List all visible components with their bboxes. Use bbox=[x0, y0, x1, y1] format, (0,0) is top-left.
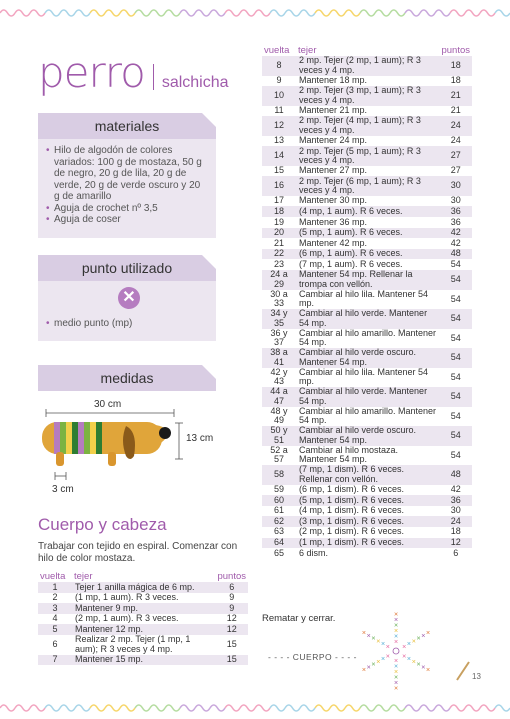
diagram-label-text: CUERPO bbox=[292, 652, 333, 662]
row-tejer: (7 mp, 1 aum). R 6 veces. bbox=[299, 258, 403, 269]
row-puntos: 54 bbox=[450, 371, 461, 382]
svg-text:✕: ✕ bbox=[406, 656, 412, 663]
svg-text:✕: ✕ bbox=[385, 644, 391, 651]
row-puntos: 12 bbox=[226, 613, 237, 623]
row-tejer: Realizar 2 mp. Tejer (1 mp, 1 aum); R 3 veces y 4 mp. bbox=[75, 634, 191, 654]
row-puntos: 54 bbox=[450, 449, 461, 460]
row-tejer: (3 mp, 1 dism). R 6 veces. bbox=[296, 516, 439, 527]
svg-text:✕: ✕ bbox=[361, 667, 367, 674]
table-row bbox=[262, 196, 472, 207]
crochet-hook-icon bbox=[455, 660, 471, 682]
row-vuelta: 24 a 29 bbox=[262, 270, 296, 290]
row-tejer: 2 mp. Tejer (6 mp, 1 aum); R 3 veces y 4 mp. bbox=[296, 176, 439, 196]
row-tejer: Cambiar al hilo lila. Mantener 54 mp. bbox=[299, 366, 429, 387]
table-row bbox=[262, 228, 472, 239]
corner-fold bbox=[202, 365, 216, 379]
svg-text:✕: ✕ bbox=[411, 638, 417, 645]
row-vuelta: 48 y 49 bbox=[270, 405, 288, 426]
row-tejer: (1 mp, 1 dism). R 6 veces. bbox=[296, 538, 439, 549]
table-row bbox=[262, 206, 472, 217]
table-row bbox=[262, 516, 472, 527]
row-tejer: (5 mp, 1 dism). R 6 veces. bbox=[296, 495, 439, 506]
bottom-border-decoration bbox=[0, 701, 510, 715]
section-heading: Cuerpo y cabeza bbox=[38, 515, 167, 534]
row-vuelta: 60 bbox=[262, 495, 296, 506]
svg-text:✕: ✕ bbox=[371, 636, 376, 642]
row-vuelta: 3 bbox=[38, 603, 72, 614]
row-tejer: Mantener 24 mp. bbox=[299, 135, 368, 146]
table-row bbox=[262, 446, 472, 466]
row-tejer: Cambiar al hilo verde. Mantener 54 mp. bbox=[296, 387, 439, 407]
corner-fold bbox=[202, 255, 216, 269]
row-tejer: (4 mp, 1 aum). R 6 veces. bbox=[296, 206, 439, 217]
row-tejer: (5 mp, 1 aum). R 6 veces. bbox=[296, 228, 439, 239]
title-main: perro bbox=[38, 48, 145, 97]
row-puntos: 15 bbox=[226, 638, 237, 649]
row-puntos: 42 bbox=[450, 237, 461, 248]
row-puntos: 42 bbox=[450, 484, 461, 495]
row-puntos: 15 bbox=[215, 655, 248, 666]
materiales-panel bbox=[38, 139, 216, 238]
punto-heading bbox=[38, 255, 216, 281]
row-puntos: 54 bbox=[439, 426, 472, 446]
row-vuelta: 61 bbox=[273, 505, 284, 516]
svg-text:✕: ✕ bbox=[366, 633, 372, 640]
row-puntos: 18 bbox=[450, 75, 461, 86]
row-tejer: Mantener 36 mp. bbox=[299, 216, 368, 227]
row-vuelta: 17 bbox=[273, 195, 284, 206]
row-vuelta: 21 bbox=[273, 237, 284, 248]
row-tejer: Mantener 12 mp. bbox=[72, 624, 215, 635]
row-puntos: 27 bbox=[439, 146, 472, 166]
row-tejer: Cambiar al hilo mostaza. Mantener 54 mp. bbox=[299, 444, 399, 465]
row-puntos: 21 bbox=[439, 86, 472, 106]
row-vuelta: 16 bbox=[262, 176, 296, 196]
table-row bbox=[38, 624, 248, 635]
row-tejer: 2 mp. Tejer (2 mp, 1 aum); R 3 veces y 4 mp. bbox=[296, 56, 439, 76]
row-puntos: 6 bbox=[453, 547, 459, 558]
row-puntos: 30 bbox=[450, 505, 461, 516]
row-vuelta: 9 bbox=[276, 75, 282, 86]
table-row bbox=[262, 217, 472, 228]
table-row bbox=[262, 238, 472, 249]
row-vuelta: 4 bbox=[52, 613, 58, 623]
row-vuelta: 52 a 57 bbox=[270, 444, 288, 465]
row-vuelta: 36 y 37 bbox=[270, 327, 288, 348]
row-vuelta: 42 y 43 bbox=[270, 366, 288, 387]
col-vuelta: vuelta bbox=[264, 45, 290, 56]
row-tejer: 6 dism. bbox=[299, 547, 329, 558]
svg-text:✕: ✕ bbox=[385, 653, 391, 660]
row-tejer: Mantener 27 mp. bbox=[299, 165, 368, 176]
svg-text:✕: ✕ bbox=[420, 633, 426, 640]
row-puntos: 48 bbox=[439, 249, 472, 260]
row-vuelta: 63 bbox=[273, 526, 284, 537]
table-row bbox=[262, 485, 472, 496]
row-puntos: 21 bbox=[450, 105, 461, 116]
row-tejer: Mantener 54 mp. Rellenar la trompa con vellón. bbox=[296, 270, 439, 290]
col-tejer: tejer bbox=[74, 571, 93, 582]
end-instruction: Rematar y cerrar. bbox=[262, 613, 336, 624]
row-vuelta: 44 a 47 bbox=[262, 387, 296, 407]
col-vuelta: vuelta bbox=[40, 571, 66, 582]
svg-text:✕: ✕ bbox=[393, 669, 399, 676]
row-tejer: Mantener 18 mp. bbox=[299, 75, 368, 86]
row-vuelta: 5 bbox=[38, 624, 72, 635]
row-tejer: 2 mp. Tejer (4 mp, 1 aum); R 3 veces y 4 mp. bbox=[296, 116, 439, 136]
row-vuelta: 65 bbox=[273, 547, 284, 558]
length-label: 30 cm bbox=[94, 399, 122, 410]
materiales-heading-text: materiales bbox=[94, 118, 160, 134]
row-puntos: 24 bbox=[439, 516, 472, 527]
row-puntos: 36 bbox=[450, 216, 461, 227]
svg-text:✕: ✕ bbox=[416, 636, 421, 642]
row-tejer: Cambiar al hilo verde. Mantener 54 mp. bbox=[296, 309, 439, 329]
table-row bbox=[262, 348, 472, 368]
row-puntos: 54 bbox=[450, 410, 461, 421]
page-number: 13 bbox=[472, 672, 481, 681]
row-vuelta: 18 bbox=[262, 206, 296, 217]
section-intro: Trabajar con tejido en espiral. Comenzar con hilo de color mostaza. bbox=[38, 541, 238, 564]
row-vuelta: 38 a 41 bbox=[262, 348, 296, 368]
table-row bbox=[38, 582, 248, 593]
svg-text:✕: ✕ bbox=[375, 659, 381, 666]
svg-text:✕: ✕ bbox=[393, 612, 399, 618]
row-puntos: 48 bbox=[439, 465, 472, 485]
materiales-item: • Hilo de algodón de colores variados: 100 g de mostaza, 50 g de negro, 20 g de lila, 20 g de verde, 20 g de verde oscuro y 20 g de amarillo bbox=[46, 145, 208, 203]
table-row bbox=[262, 426, 472, 446]
title-divider bbox=[153, 64, 154, 90]
leg-label: 3 cm bbox=[52, 484, 74, 495]
row-vuelta: 23 bbox=[273, 258, 284, 269]
table-row bbox=[262, 329, 472, 349]
right-pattern-table bbox=[262, 45, 472, 559]
row-tejer: (6 mp, 1 aum). R 6 veces. bbox=[296, 249, 439, 260]
svg-text:✕: ✕ bbox=[393, 680, 399, 687]
svg-text:✕: ✕ bbox=[393, 664, 399, 670]
row-puntos: 54 bbox=[450, 293, 461, 304]
row-puntos: 18 bbox=[439, 56, 472, 76]
row-puntos: 36 bbox=[439, 206, 472, 217]
row-tejer: (6 mp, 1 dism). R 6 veces. bbox=[299, 484, 405, 495]
punto-heading-text: punto utilizado bbox=[81, 260, 173, 276]
table-row bbox=[262, 249, 472, 260]
row-tejer: (7 mp, 1 dism). R 6 veces. Rellenar con vellón. bbox=[296, 465, 439, 485]
row-puntos: 30 bbox=[450, 195, 461, 206]
left-pattern-table bbox=[38, 571, 248, 665]
row-vuelta: 2 bbox=[52, 592, 58, 602]
row-tejer: 2 mp. Tejer (3 mp, 1 aum); R 3 veces y 4 mp. bbox=[296, 86, 439, 106]
row-puntos: 36 bbox=[439, 495, 472, 506]
row-vuelta: 64 bbox=[262, 538, 296, 549]
row-tejer: Mantener 21 mp. bbox=[299, 105, 368, 116]
table-row bbox=[262, 506, 472, 517]
table-row bbox=[262, 116, 472, 136]
row-tejer: Cambiar al hilo verde oscuro. Mantener 54 mp. bbox=[296, 348, 439, 368]
page-title bbox=[38, 48, 229, 97]
row-puntos: 42 bbox=[439, 228, 472, 239]
row-vuelta: 13 bbox=[273, 135, 284, 146]
row-puntos: 24 bbox=[450, 135, 461, 146]
svg-text:✕: ✕ bbox=[393, 623, 399, 629]
row-vuelta: 34 y 35 bbox=[262, 309, 296, 329]
row-vuelta: 11 bbox=[274, 105, 284, 116]
svg-text:✕: ✕ bbox=[425, 630, 431, 637]
svg-text:✕: ✕ bbox=[411, 659, 417, 666]
row-puntos: 54 bbox=[439, 270, 472, 290]
diagram-label: - - - - CUERPO - - - - bbox=[268, 652, 357, 662]
row-tejer: (4 mp, 1 dism). R 6 veces. bbox=[299, 505, 405, 516]
row-tejer: (2 mp, 1 aum). R 3 veces. bbox=[75, 613, 179, 623]
row-puntos: 12 bbox=[215, 624, 248, 635]
table-row bbox=[262, 290, 472, 310]
row-vuelta: 12 bbox=[262, 116, 296, 136]
row-vuelta: 14 bbox=[262, 146, 296, 166]
row-puntos: 18 bbox=[450, 526, 461, 537]
table-row bbox=[262, 136, 472, 147]
row-vuelta: 15 bbox=[273, 165, 284, 176]
row-vuelta: 58 bbox=[262, 465, 296, 485]
col-tejer: tejer bbox=[298, 45, 317, 56]
row-puntos: 54 bbox=[439, 387, 472, 407]
row-tejer: Mantener 42 mp. bbox=[299, 237, 368, 248]
svg-text:✕: ✕ bbox=[393, 686, 399, 692]
materiales-item: • Aguja de crochet nº 3,5 bbox=[46, 203, 208, 215]
row-vuelta: 22 bbox=[262, 249, 296, 260]
row-puntos: 54 bbox=[439, 309, 472, 329]
row-puntos: 54 bbox=[450, 332, 461, 343]
top-border-decoration bbox=[0, 6, 510, 20]
svg-text:✕: ✕ bbox=[393, 617, 399, 624]
medidas-heading-text: medidas bbox=[100, 370, 154, 386]
table-row bbox=[38, 614, 248, 625]
svg-text:✕: ✕ bbox=[361, 630, 367, 637]
row-tejer: Mantener 9 mp. bbox=[72, 603, 215, 614]
punto-item: • medio punto (mp) bbox=[46, 318, 208, 330]
table-row bbox=[262, 387, 472, 407]
row-vuelta: 6 bbox=[52, 638, 58, 649]
col-puntos: puntos bbox=[441, 45, 470, 56]
materiales-heading bbox=[38, 113, 216, 139]
stitch-symbol-icon: ✕ bbox=[118, 287, 140, 309]
svg-text:✕: ✕ bbox=[393, 639, 399, 646]
row-vuelta: 50 y 51 bbox=[262, 426, 296, 446]
svg-text:✕: ✕ bbox=[366, 664, 372, 671]
height-label: 13 cm bbox=[186, 433, 214, 444]
row-puntos: 30 bbox=[439, 176, 472, 196]
svg-text:✕: ✕ bbox=[375, 638, 381, 645]
row-puntos: 54 bbox=[450, 258, 461, 269]
table-row bbox=[262, 309, 472, 329]
row-tejer: Mantener 30 mp. bbox=[299, 195, 368, 206]
row-puntos: 9 bbox=[215, 603, 248, 614]
row-tejer: Cambiar al hilo amarillo. Mantener 54 mp. bbox=[299, 405, 437, 426]
svg-text:✕: ✕ bbox=[393, 628, 399, 635]
table-row bbox=[262, 176, 472, 196]
table-row bbox=[262, 270, 472, 290]
table-row bbox=[262, 465, 472, 485]
table-row bbox=[262, 538, 472, 549]
table-row bbox=[262, 86, 472, 106]
medidas-heading bbox=[38, 365, 216, 391]
table-row bbox=[262, 495, 472, 506]
svg-text:✕: ✕ bbox=[420, 664, 426, 671]
dog-nose bbox=[159, 427, 171, 439]
row-puntos: 27 bbox=[450, 165, 461, 176]
row-tejer: Mantener 15 mp. bbox=[72, 655, 215, 666]
row-vuelta: 19 bbox=[273, 216, 284, 227]
svg-text:✕: ✕ bbox=[393, 634, 399, 640]
svg-text:✕: ✕ bbox=[393, 675, 399, 681]
table-row bbox=[262, 548, 472, 559]
svg-text:✕: ✕ bbox=[416, 662, 421, 668]
row-vuelta: 59 bbox=[273, 484, 284, 495]
svg-text:✕: ✕ bbox=[406, 641, 412, 648]
row-puntos: 54 bbox=[439, 348, 472, 368]
row-puntos: 9 bbox=[229, 592, 235, 602]
row-vuelta: 8 bbox=[262, 56, 296, 76]
row-tejer: (2 mp, 1 dism). R 6 veces. bbox=[299, 526, 405, 537]
table-row bbox=[262, 56, 472, 76]
title-sub: salchicha bbox=[161, 74, 229, 91]
materiales-list bbox=[38, 139, 216, 226]
table-row bbox=[262, 527, 472, 538]
svg-text:✕: ✕ bbox=[425, 667, 431, 674]
table-row bbox=[38, 593, 248, 604]
table-row bbox=[38, 603, 248, 614]
row-tejer: (1 mp, 1 aum). R 3 veces. bbox=[75, 592, 179, 602]
row-vuelta: 30 a 33 bbox=[270, 288, 288, 309]
row-tejer: Tejer 1 anilla mágica de 6 mp. bbox=[72, 582, 215, 593]
row-vuelta: 20 bbox=[262, 228, 296, 239]
table-row bbox=[262, 166, 472, 177]
row-tejer: Cambiar al hilo amarillo. Mantener 54 mp. bbox=[299, 327, 437, 348]
row-tejer: 2 mp. Tejer (5 mp, 1 aum); R 3 veces y 4 mp. bbox=[296, 146, 439, 166]
materiales-item: • Aguja de coser bbox=[46, 214, 208, 226]
svg-text:✕: ✕ bbox=[380, 656, 386, 663]
col-puntos: puntos bbox=[217, 571, 246, 582]
row-puntos: 12 bbox=[439, 538, 472, 549]
row-vuelta: 1 bbox=[38, 582, 72, 593]
svg-text:✕: ✕ bbox=[393, 658, 399, 665]
table-row bbox=[262, 146, 472, 166]
row-tejer: Cambiar al hilo lila. Mantener 54 mp. bbox=[299, 288, 429, 309]
table-row bbox=[38, 655, 248, 666]
svg-text:✕: ✕ bbox=[371, 662, 376, 668]
svg-text:✕: ✕ bbox=[401, 653, 407, 660]
svg-text:✕: ✕ bbox=[380, 641, 386, 648]
table-row bbox=[262, 407, 472, 427]
row-vuelta: 7 bbox=[38, 655, 72, 666]
row-puntos: 24 bbox=[439, 116, 472, 136]
row-tejer: Cambiar al hilo verde oscuro. Mantener 54 mp. bbox=[296, 426, 439, 446]
corner-fold bbox=[202, 113, 216, 127]
table-row bbox=[38, 635, 248, 655]
row-vuelta: 62 bbox=[262, 516, 296, 527]
row-puntos: 6 bbox=[215, 582, 248, 593]
table-row bbox=[262, 368, 472, 388]
row-vuelta: 10 bbox=[262, 86, 296, 106]
crochet-diagram bbox=[355, 610, 437, 692]
svg-text:✕: ✕ bbox=[401, 644, 407, 651]
